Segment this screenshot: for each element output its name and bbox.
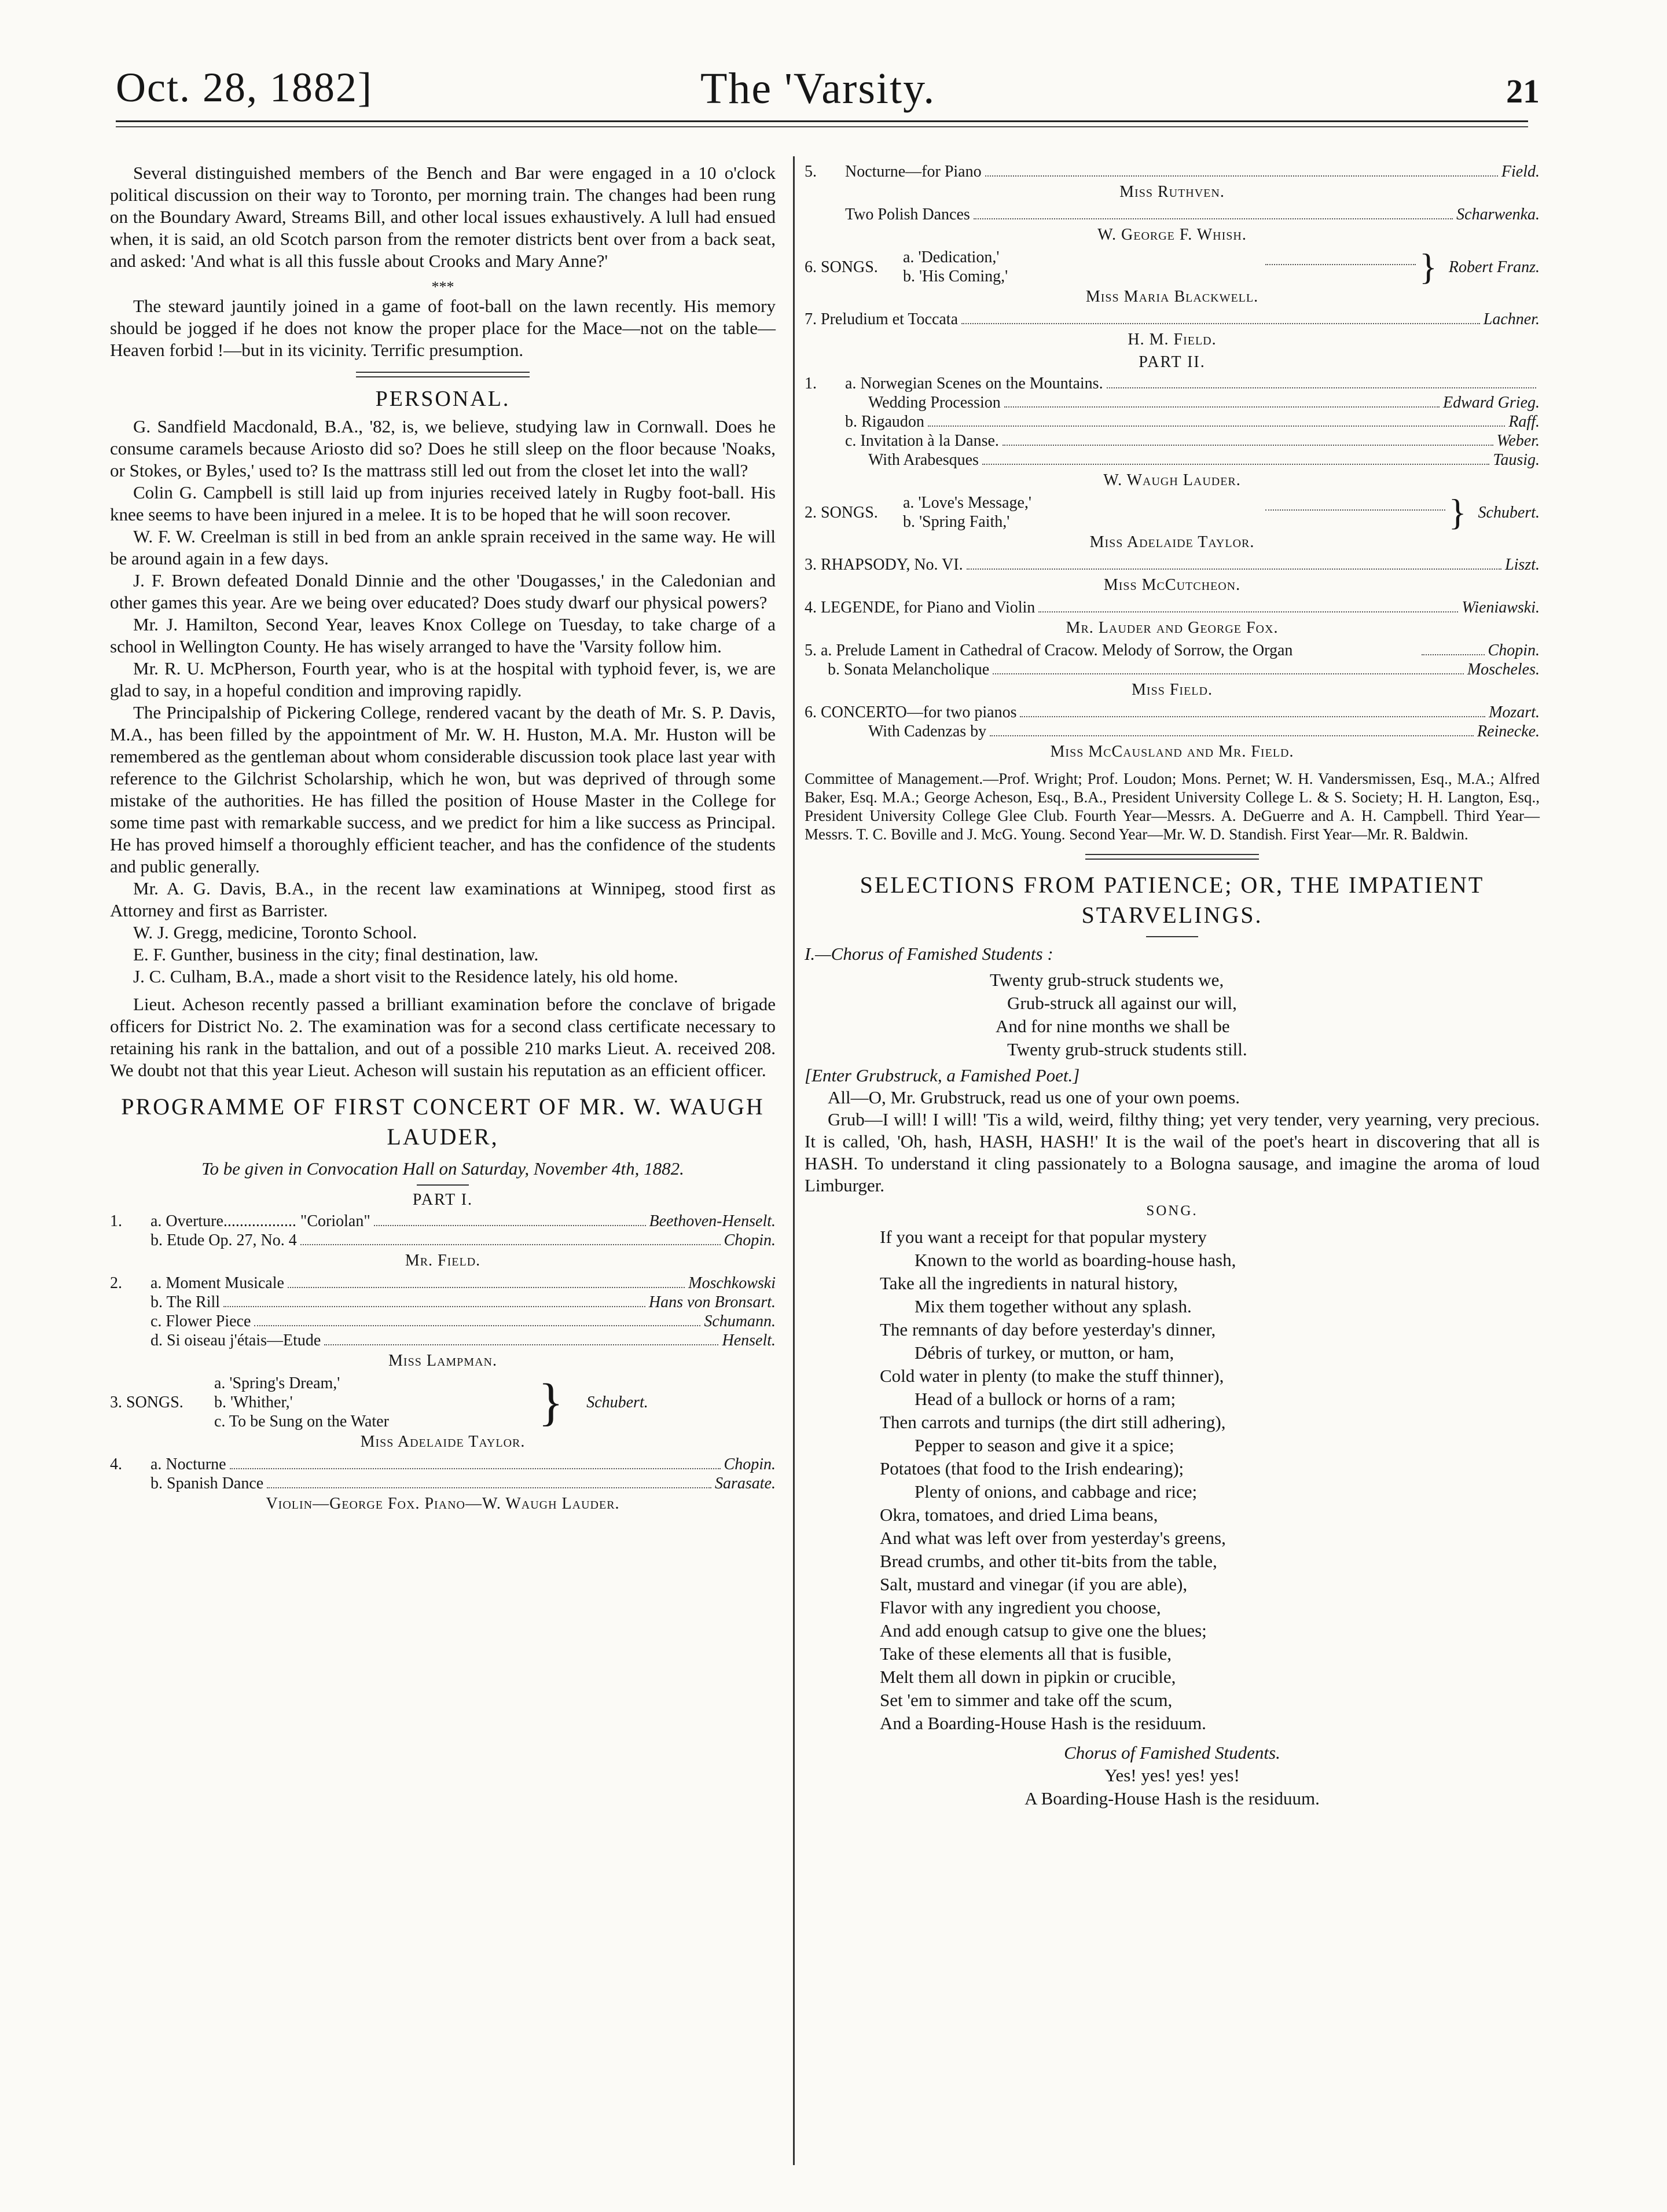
entry-title: 3. SONGS. <box>110 1393 183 1411</box>
entry-title: a. Moment Musicale <box>150 1274 284 1292</box>
leader-dots <box>1004 406 1440 408</box>
programme-entry <box>110 1474 776 1493</box>
verse-line: Take of these elements all that is fusible, <box>880 1644 1172 1664</box>
leader-dots <box>1107 387 1536 388</box>
programme-entry <box>805 431 1540 450</box>
masthead <box>116 64 1540 151</box>
entry-number: 1. <box>805 375 817 392</box>
composer: Scharwenka. <box>1456 206 1540 223</box>
entry-title: a. Nocturne <box>150 1455 226 1473</box>
entry-title: 5. a. Prelude Lament in Cathedral of Cracow. Melody of Sorrow, the Organ <box>805 641 1293 659</box>
personal-item: W. J. Gregg, medicine, Toronto School. <box>133 922 417 942</box>
entry-title: 7. Preludium et Toccata <box>805 310 959 328</box>
personal-item: J. C. Culham, B.A., made a short visit to the Residence lately, his old home. <box>133 966 678 986</box>
song-title: a. 'Love's Message,' <box>903 494 1031 512</box>
verse-line: Twenty grub-struck students still. <box>1007 1039 1247 1059</box>
composer: Chopin. <box>1488 641 1540 659</box>
composer: Hans von Bronsart. <box>648 1293 776 1311</box>
programme-entry <box>805 660 1540 679</box>
personal-item: E. F. Gunther, business in the city; final destination, law. <box>133 944 539 964</box>
song-title: a. 'Spring's Dream,' <box>214 1374 340 1392</box>
leader-dots <box>300 1244 721 1245</box>
entry-title: 2. SONGS. <box>805 503 878 522</box>
performer: Miss Adelaide Taylor. <box>1089 533 1255 551</box>
verse-line: Cold water in plenty (to make the stuff thinner), <box>880 1366 1224 1386</box>
performer: Miss McCausland and Mr. Field. <box>1050 743 1294 761</box>
programme-entry <box>805 310 1540 329</box>
composer: Lachner. <box>1483 310 1540 328</box>
composer: Sarasate. <box>715 1474 776 1492</box>
composer: Schumann. <box>704 1312 776 1330</box>
song-title: b. 'His Coming,' <box>903 267 1008 285</box>
programme-entry <box>805 493 1540 531</box>
composer: Moscheles. <box>1467 661 1540 678</box>
programme-entry <box>110 1331 776 1350</box>
personal-item: Lieut. Acheson recently passed a brilliant examination before the conclave of brigade officers for District No. 2. The examination was for a second class certificate necessary to retaining his rank in the battalion, and out of a possible 210 marks Lieut. A. received 208. We doubt not that this year Lieut. Acheson will sustain his reputation as an efficient officer. <box>110 994 776 1080</box>
entry-number: 2. <box>110 1274 122 1292</box>
programme-part-1 <box>110 1190 776 1513</box>
brace: } <box>538 1373 564 1431</box>
verse-line: Set 'em to simmer and take off the scum, <box>880 1690 1173 1710</box>
entry-title: 4. LEGENDE, for Piano and Violin <box>805 599 1036 617</box>
performer: W. George F. Whish. <box>1097 226 1247 244</box>
programme-entry <box>805 248 1540 286</box>
song-title: b. 'Whither,' <box>214 1393 293 1411</box>
dialogue-line: All—O, Mr. Grubstruck, read us one of your own poems. <box>828 1087 1240 1107</box>
verse-line: Flavor with any ingredient you choose, <box>880 1597 1161 1617</box>
leader-dots <box>982 464 1489 465</box>
composer: Chopin. <box>724 1455 776 1473</box>
masthead-rule <box>116 120 1528 122</box>
composer: Edward Grieg. <box>1443 394 1540 412</box>
programme-entry <box>110 1293 776 1312</box>
leader-dots <box>1020 716 1485 717</box>
entry-title: Two Polish Dances <box>845 206 970 223</box>
performer: Mr. Lauder and George Fox. <box>1066 619 1279 637</box>
composer: Schubert. <box>586 1393 648 1411</box>
leader-dots <box>288 1287 685 1288</box>
verse-line: And for nine months we shall be <box>996 1016 1230 1036</box>
personal-item: Mr. R. U. McPherson, Fourth year, who is at the hospital with typhoid fever, is, we are glad to say, in a hopeful condition and improving rapidly. <box>110 658 776 700</box>
leader-dots <box>374 1225 646 1226</box>
entry-title: With Arabesques <box>868 451 979 469</box>
verse-line: If you want a receipt for that popular mystery <box>880 1227 1207 1247</box>
entry-number: 1. <box>110 1212 122 1230</box>
song-title: a. 'Dedication,' <box>903 248 1000 266</box>
entry-title: b. Rigaudon <box>845 413 924 431</box>
verse-line: Grub-struck all against our will, <box>1007 993 1237 1013</box>
composer: Tausig. <box>1493 451 1540 469</box>
personal-item: J. F. Brown defeated Donald Dinnie and the other 'Dougasses,' in the Caledonian and other games this year. Are we being over educated? Does study dwarf our physical powers? <box>110 570 776 612</box>
programme-entry <box>805 703 1540 722</box>
entry-title: 6. SONGS. <box>805 258 878 276</box>
song-label: SONG. <box>1146 1203 1198 1219</box>
programme-entry <box>805 598 1540 617</box>
personal-item: Mr. J. Hamilton, Second Year, leaves Knox College on Tuesday, to take charge of a school in Wellington County. He has wisely arranged to have the 'Varsity follow him. <box>110 614 776 656</box>
personal-item: Mr. A. G. Davis, B.A., in the recent law examinations at Winnipeg, stood first as Attorney and first as Barrister. <box>110 878 776 920</box>
brace: } <box>1448 491 1467 533</box>
entry-title: With Cadenzas by <box>868 722 987 740</box>
composer: Reinecke. <box>1477 722 1540 740</box>
verse-line: The remnants of day before yesterday's dinner, <box>880 1319 1216 1340</box>
asterism: *** <box>431 278 454 295</box>
verse-line: Pepper to season and give it a spice; <box>915 1435 1174 1455</box>
issue-date: Oct. 28, 1882] <box>116 64 373 111</box>
composer: Liszt. <box>1505 556 1540 574</box>
stage-direction: [Enter Grubstruck, a Famished Poet.] <box>805 1065 1080 1085</box>
composer: Raff. <box>1508 413 1540 431</box>
programme-entry <box>805 205 1540 224</box>
dialogue-line: Grub—I will! I will! 'Tis a wild, weird, filthy thing; yet very tender, very yearning, very precious. It is called, 'Oh, hash, HASH, HASH!' It is the wail of the poet's heart in discovering that all is HASH. To understand it cling passionately to a Bologna sausage, and imagine the aroma of loud Limburger. <box>805 1109 1540 1195</box>
entry-title: b. Etude Op. 27, No. 4 <box>150 1231 297 1249</box>
personal-item: Colin G. Campbell is still laid up from injuries received lately in Rugby foot-ball. His knee seems to have been injured in a melee. It is to be hoped that he will soon recover. <box>110 482 776 524</box>
verse-line: Plenty of onions, and cabbage and rice; <box>915 1481 1198 1502</box>
performer: Miss Adelaide Taylor. <box>360 1433 526 1451</box>
performer: Miss Lampman. <box>388 1352 497 1370</box>
verse-line: Take all the ingredients in natural history, <box>880 1273 1178 1293</box>
composer: Field. <box>1501 163 1540 181</box>
song-list <box>214 1374 538 1431</box>
composer: Mozart. <box>1489 703 1540 721</box>
leader-dots <box>1265 509 1445 511</box>
leader-dots <box>967 568 1501 570</box>
programme-entry <box>805 393 1540 412</box>
entry-title: c. Invitation à la Danse. <box>845 432 999 450</box>
entry-title: Nocturne—for Piano <box>845 163 982 181</box>
performer: Miss McCutcheon. <box>1103 576 1241 594</box>
programme-heading: PROGRAMME OF FIRST CONCERT OF MR. W. WAUGH LAUDER, <box>121 1094 765 1150</box>
entry-title: b. The Rill <box>150 1293 221 1311</box>
programme-entry <box>805 555 1540 574</box>
programme-entry <box>805 374 1540 393</box>
verse-line: Twenty grub-struck students we, <box>990 970 1224 990</box>
composer: Moschkowski <box>688 1274 776 1292</box>
personal-item: W. F. W. Creelman is still in bed from an ankle sprain received in the same way. He will be around again in a few days. <box>110 526 776 568</box>
leader-dots <box>1038 611 1458 612</box>
column-divider <box>793 156 795 2165</box>
leader-dots <box>961 323 1480 324</box>
leader-dots <box>324 1344 718 1345</box>
programme-entry <box>110 1231 776 1250</box>
entry-title: d. Si oiseau j'étais—Etude <box>150 1331 321 1349</box>
performer: Miss Ruthven. <box>1119 183 1225 201</box>
programme-entry <box>110 1455 776 1474</box>
masthead-rule-secondary <box>116 126 1528 127</box>
divider <box>417 1184 469 1186</box>
intro-paragraph: Several distinguished members of the Bench and Bar were engaged in a 10 o'clock political discussion on their way to Toronto, per morning train. The changes had been rung on the Boundary Award, Streams Bill, and other local issues exhaustively. A lull had ensued when, it is said, an old Scotch parson from the remoter districts bent over from a back seat, and asked: 'And what is all this fussle about Crooks and Mary Anne?' <box>110 163 776 271</box>
programme-entry <box>805 162 1540 181</box>
entry-title: b. Sonata Melancholique <box>828 661 990 678</box>
verse-line: And a Boarding-House Hash is the residuum. <box>880 1713 1206 1733</box>
verse-line: A Boarding-House Hash is the residuum. <box>1025 1788 1320 1809</box>
leader-dots <box>993 673 1464 674</box>
chorus-verse <box>805 969 1540 1061</box>
part-heading: PART II. <box>1139 353 1206 371</box>
verse-line: Then carrots and turnips (the dirt still adhering), <box>880 1412 1226 1432</box>
verse-line: Melt them all down in pipkin or crucible, <box>880 1667 1176 1687</box>
verse-line: Débris of turkey, or mutton, or ham, <box>915 1342 1174 1363</box>
part-heading: PART I. <box>412 1191 473 1209</box>
leader-dots <box>990 735 1474 736</box>
composer: Weber. <box>1496 432 1540 450</box>
leader-dots <box>1003 445 1493 446</box>
verse-line: Head of a bullock or horns of a ram; <box>915 1389 1176 1409</box>
performer: W. Waugh Lauder. <box>1103 471 1241 489</box>
performer: Miss Field. <box>1132 681 1213 699</box>
personal-item: G. Sandfield Macdonald, B.A., '82, is, we believe, studying law in Cornwall. Does he consume caramels because Ariosto did so? Does he still sleep on the floor because 'Noaks, or Stokes, or Byles,' used to? Is the mattrass still led out from the closet let into the wall? <box>110 416 776 480</box>
verse-line: Mix them together without any splash. <box>915 1296 1192 1316</box>
verse-line: Bread crumbs, and other tit-bits from the table, <box>880 1551 1217 1571</box>
leader-dots <box>1265 264 1416 265</box>
programme-part-1-continued <box>805 162 1540 843</box>
leader-dots <box>974 218 1453 219</box>
newspaper-title: The 'Varsity. <box>700 64 936 113</box>
composer: Wieniawski. <box>1462 599 1540 617</box>
entry-number: 4. <box>110 1455 122 1473</box>
verse-line: Potatoes (that food to the Irish endearing); <box>880 1458 1184 1479</box>
personal-item: The Principalship of Pickering College, rendered vacant by the death of Mr. S. P. Davis, M.A., has been filled by the appointment of Mr. W. H. Huston, M.A. Mr. Huston will be remembered as the gentleman about whom considerable discussion took place last year with reference to the Gilchrist Scholarship, which he won, but was deprived of through some mistake of the authorities. He has filled the position of House Master in the College for some time past with remarkable success, and we predict for him a like success as Principal. He has proved himself a thoroughly efficient teacher, and has the confidence of the students and public generally. <box>110 702 776 876</box>
verse-line: And what was left over from yesterday's greens, <box>880 1528 1226 1548</box>
leader-dots <box>223 1306 645 1307</box>
performer: Violin—George Fox. Piano—W. Waugh Lauder. <box>266 1495 620 1513</box>
committee-of-management: Committee of Management.—Prof. Wright; Prof. Loudon; Mons. Pernet; W. H. Vandersmissen, Esq., M.A.; Alfred Baker, Esq. M.A.; George Acheson, Esq., B.A., President University College L. & S. Society; H. H. Langton, Esq., President University College Glee Club. Fourth Year—Messrs. A. DeGuerre and A. H. Campbell. Third Year—Messrs. T. C. Boville and J. McG. Young. Second Year—Mr. W. D. Standish. First Year—Mr. R. Baldwin. <box>805 770 1540 843</box>
programme-entry <box>805 412 1540 431</box>
composer: Chopin. <box>724 1231 776 1249</box>
entry-title: c. Flower Piece <box>150 1312 251 1330</box>
performer: Mr. Field. <box>405 1252 481 1270</box>
performer: H. M. Field. <box>1128 331 1217 349</box>
verse-line: Okra, tomatoes, and dried Lima beans, <box>880 1505 1158 1525</box>
leader-dots <box>230 1468 721 1469</box>
verse-line: And add enough catsup to give one the blues; <box>880 1620 1207 1641</box>
programme-subtitle: To be given in Convocation Hall on Saturday, November 4th, 1882. <box>201 1158 684 1179</box>
intro-paragraph: The steward jauntily joined in a game of foot-ball on the lawn recently. His memory should be jogged if he does not know the proper place for the Mace—not on the table—Heaven forbid !—but in its vicinity. Terrific presumption. <box>110 296 776 360</box>
programme-entry <box>110 1374 776 1431</box>
leader-dots <box>1422 654 1485 655</box>
song-list <box>903 248 1262 286</box>
programme-entry <box>805 450 1540 469</box>
left-column <box>110 162 776 1517</box>
programme-entry <box>805 722 1540 741</box>
entry-title: 6. CONCERTO—for two pianos <box>805 703 1017 721</box>
verse-line: Yes! yes! yes! yes! <box>1104 1765 1240 1785</box>
chorus-intro: I.—Chorus of Famished Students : <box>805 944 1053 964</box>
composer: Schubert. <box>1478 503 1540 522</box>
divider <box>1146 936 1198 937</box>
leader-dots <box>985 175 1498 177</box>
entry-title: a. Overture.................. "Coriolan" <box>150 1212 370 1230</box>
leader-dots <box>928 425 1505 427</box>
song-title: b. 'Spring Faith,' <box>903 513 1010 531</box>
composer: Beethoven-Henselt. <box>649 1212 776 1230</box>
final-chorus <box>805 1764 1540 1810</box>
entry-title: 3. RHAPSODY, No. VI. <box>805 556 963 574</box>
selections-heading: SELECTIONS FROM PATIENCE; OR, THE IMPATIENT STARVELINGS. <box>860 872 1485 928</box>
performer: Miss Maria Blackwell. <box>1085 288 1259 306</box>
verse-line: Known to the world as boarding-house hash, <box>915 1250 1236 1270</box>
brace: } <box>1419 246 1437 287</box>
section-divider <box>356 372 530 377</box>
entry-number: 5. <box>805 163 817 181</box>
section-divider <box>1085 854 1259 860</box>
programme-entry <box>110 1312 776 1331</box>
page-number: 21 <box>1506 72 1540 110</box>
entry-title: b. Spanish Dance <box>150 1474 264 1492</box>
entry-title: Wedding Procession <box>868 394 1001 412</box>
programme-entry <box>110 1274 776 1293</box>
verse-line: Salt, mustard and vinegar (if you are able), <box>880 1574 1188 1594</box>
leader-dots <box>267 1487 711 1488</box>
personal-heading: PERSONAL. <box>375 387 511 411</box>
leader-dots <box>254 1325 700 1326</box>
right-column <box>805 162 1540 1810</box>
composer: Robert Franz. <box>1448 258 1540 276</box>
programme-entry <box>805 641 1540 660</box>
song-verse <box>805 1226 1540 1735</box>
song-list <box>903 493 1262 531</box>
programme-entry <box>110 1212 776 1231</box>
composer: Henselt. <box>722 1331 776 1349</box>
final-chorus-label: Chorus of Famished Students. <box>1064 1743 1280 1763</box>
entry-title: a. Norwegian Scenes on the Mountains. <box>845 375 1103 392</box>
song-title: c. To be Sung on the Water <box>214 1413 389 1430</box>
